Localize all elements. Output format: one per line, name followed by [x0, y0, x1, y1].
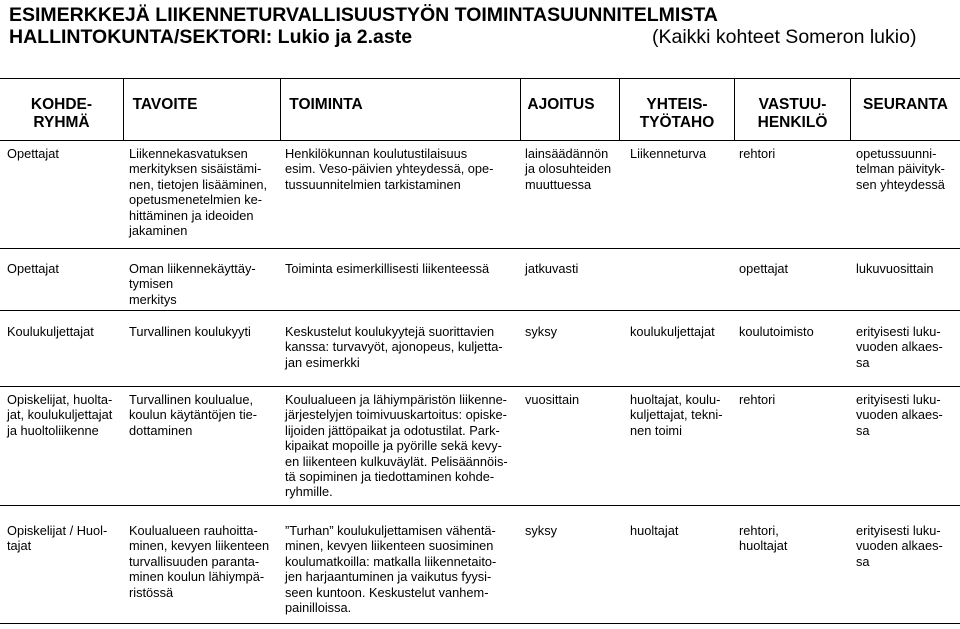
- header-rule: [0, 140, 960, 141]
- header-vastuuhenkilo: VASTUU- HENKILÖ: [757, 96, 828, 131]
- cell-seuranta: opetussuunni- telman päivityk- sen yhteydessä: [856, 146, 945, 192]
- cell-ajoitus: syksy: [525, 324, 557, 339]
- header-ajoitus: AJOITUS: [527, 96, 595, 113]
- header-tavoite: TAVOITE: [132, 96, 198, 113]
- table-rule-bottom: [0, 623, 960, 624]
- cell-seuranta: lukuvuosittain: [856, 261, 934, 276]
- cell-kohderyhma: Opiskelijat / Huol- tajat: [7, 523, 108, 554]
- cell-vastuuhenkilo: rehtori: [739, 146, 776, 161]
- cell-ajoitus: jatkuvasti: [525, 261, 579, 276]
- cell-yhteistyotaho: huoltajat: [630, 523, 679, 538]
- header-yhteistyotaho: YHTEIS- TYÖTAHO: [639, 96, 715, 131]
- document-title: ESIMERKKEJÄ LIIKENNETURVALLISUUSTYÖN TOIMINTASUUNNITELMISTA: [9, 4, 718, 26]
- cell-toiminta: ”Turhan” koulukuljettamisen vähentä- minen, kevyen liikenteen suosiminen koulumatkoilla: matkalla liikennetaito- jen harjaantuminen ja vaikutus fyysi- seen kuntoon. Keskustelut vanhem- painilloissa.: [285, 523, 497, 616]
- header-toiminta: TOIMINTA: [289, 96, 363, 113]
- scope-note: (Kaikki kohteet Someron lukio): [652, 26, 917, 48]
- cell-kohderyhma: Opettajat: [7, 261, 59, 276]
- cell-tavoite: Liikennekasvatuksen merkityksen sisäistämi- nen, tietojen lisääminen, opetusmenetelmien ke- hittäminen ja ideoiden jakaminen: [129, 146, 268, 239]
- cell-ajoitus: lainsäädännön ja olosuhteiden muuttuessa: [525, 146, 612, 192]
- cell-vastuuhenkilo: rehtori: [739, 392, 776, 407]
- row-rule: [0, 248, 960, 249]
- page-header: [9, 4, 954, 48]
- cell-toiminta: Henkilökunnan koulutustilaisuus esim. Veso-päivien yhteydessä, ope- tussuunnitelmien tarkistaminen: [285, 146, 494, 192]
- cell-vastuuhenkilo: opettajat: [739, 261, 789, 276]
- cell-ajoitus: vuosittain: [525, 392, 580, 407]
- cell-tavoite: Turvallinen koulukyyti: [129, 324, 251, 339]
- row-rule: [0, 310, 960, 311]
- cell-toiminta: Koulualueen ja lähiympäristön liikenne- järjestelyjen toimivuuskartoitus: opiske- lijoiden jättöpaikat ja odotustilat. Park- kipaikat mopoille ja pyörille sekä kevy- en liikenteen kulkuväylät. Pelisäännöis- tä sopiminen ja tiedottaminen kohde- ryhmille.: [285, 392, 508, 500]
- header-kohderyhma: KOHDE- RYHMÄ: [30, 96, 93, 131]
- header-seuranta: SEURANTA: [863, 96, 948, 113]
- cell-seuranta: erityisesti luku- vuoden alkaes- sa: [856, 392, 943, 438]
- cell-tavoite: Oman liikennekäyttäy- tymisen merkitys: [129, 261, 256, 307]
- cell-yhteistyotaho: koulukuljettajat: [630, 324, 715, 339]
- sector-row: [9, 26, 954, 48]
- row-rule: [0, 386, 960, 387]
- cell-yhteistyotaho: huoltajat, koulu- kuljettajat, tekni- nen toimi: [630, 392, 723, 438]
- cell-toiminta: Keskustelut koulukyytejä suorittavien kanssa: turvavyöt, ajonopeus, kuljetta- jan esimerkki: [285, 324, 503, 370]
- sector-label: HALLINTOKUNTA/SEKTORI: Lukio ja 2.aste: [9, 26, 413, 48]
- cell-vastuuhenkilo: koulutoimisto: [739, 324, 814, 339]
- cell-tavoite: Turvallinen koulualue, koulun käytäntöjen tie- dottaminen: [129, 392, 258, 438]
- cell-kohderyhma: Opiskelijat, huolta- jat, koulukuljettajat ja huoltoliikenne: [7, 392, 113, 438]
- table-rule-top: [0, 78, 960, 79]
- action-plan-table: [0, 78, 960, 624]
- cell-ajoitus: syksy: [525, 523, 557, 538]
- cell-toiminta: Toiminta esimerkillisesti liikenteessä: [285, 261, 490, 276]
- cell-seuranta: erityisesti luku- vuoden alkaes- sa: [856, 324, 943, 370]
- cell-vastuuhenkilo: rehtori, huoltajat: [739, 523, 788, 554]
- cell-yhteistyotaho: Liikenneturva: [630, 146, 707, 161]
- row-rule: [0, 505, 960, 506]
- cell-seuranta: erityisesti luku- vuoden alkaes- sa: [856, 523, 943, 569]
- cell-kohderyhma: Koulukuljettajat: [7, 324, 94, 339]
- cell-kohderyhma: Opettajat: [7, 146, 59, 161]
- cell-tavoite: Koulualueen rauhoitta- minen, kevyen liikenteen turvallisuuden paranta- minen koulun lähiympä- ristössä: [129, 523, 270, 600]
